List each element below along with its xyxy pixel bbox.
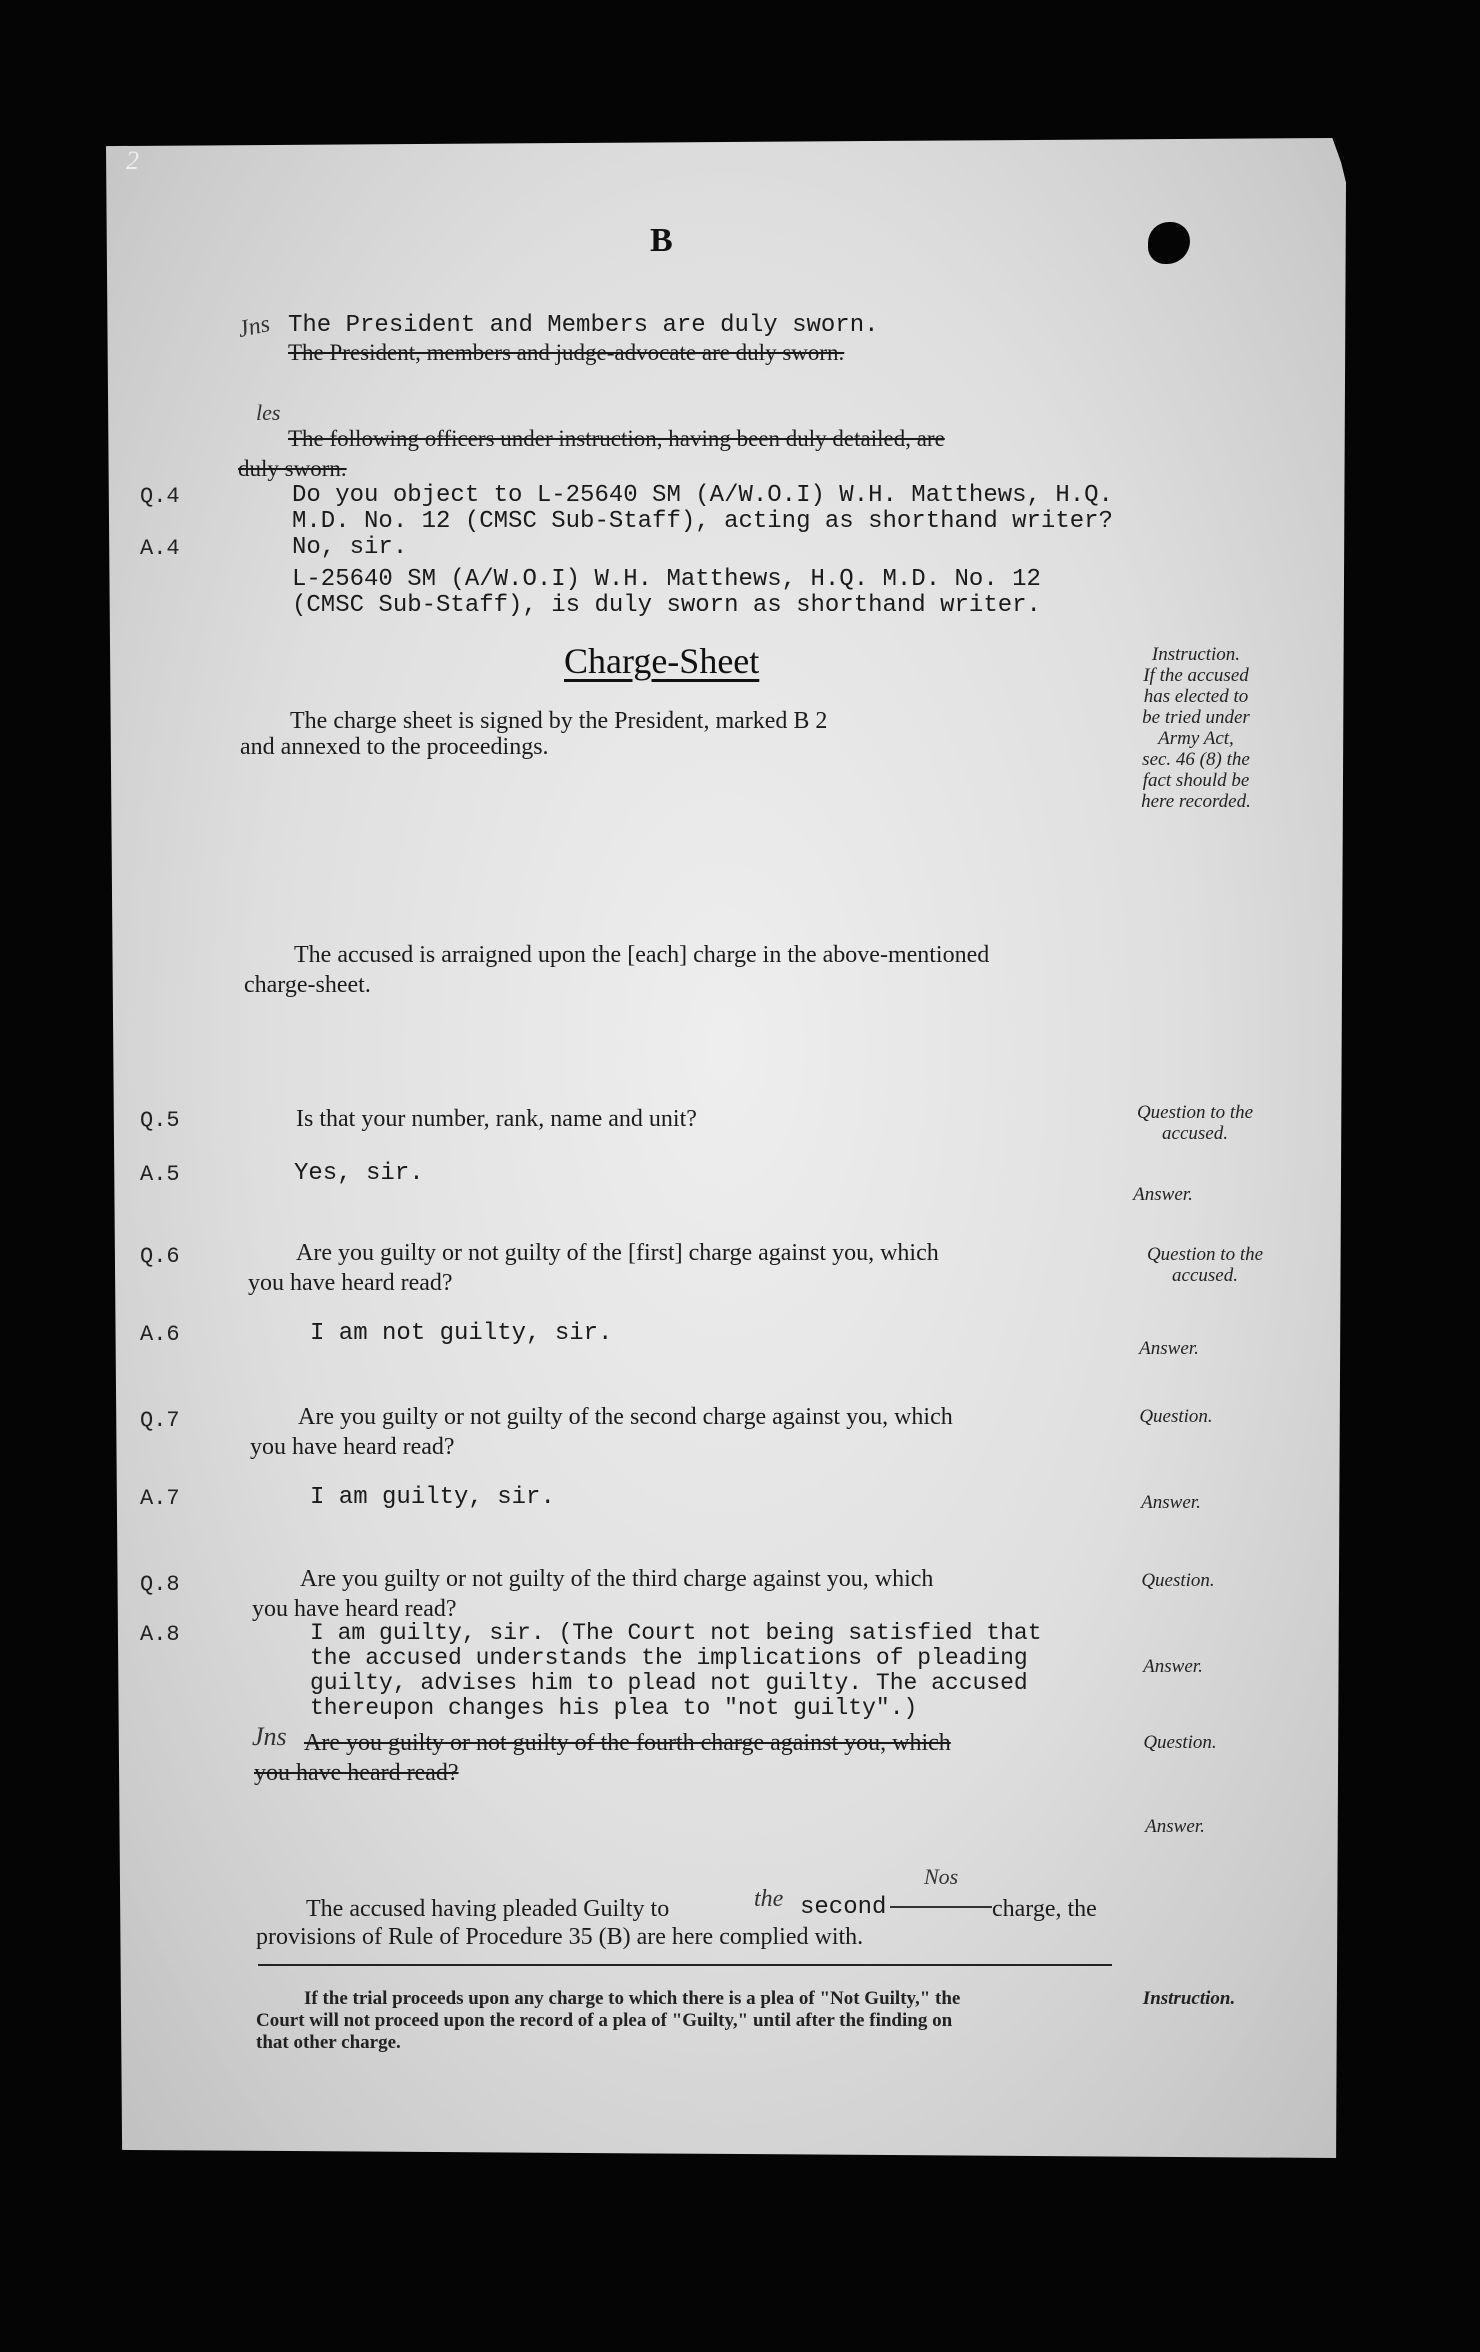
charge-sheet-text-1: The charge sheet is signed by the President, marked B 2 — [290, 708, 828, 734]
qa-label-q8: Q.8 — [140, 1572, 180, 1597]
president-members-line: The President and Members are duly sworn. — [288, 312, 879, 339]
q7-side: Question. — [1139, 1406, 1213, 1427]
qa-label-q4: Q.4 — [140, 484, 180, 509]
fourth-charge-side-question: Question. — [1143, 1732, 1217, 1753]
a5-side: Answer. — [1133, 1184, 1193, 1205]
struck-fourth-charge-line-2: you have heard read? — [254, 1760, 459, 1786]
struck-officers-line-2: duly sworn. — [238, 456, 347, 481]
a8-line-2: the accused understands the implications of pleading — [310, 1645, 1028, 1671]
q5-text: Is that your number, rank, name and unit? — [296, 1106, 697, 1132]
blank-line — [890, 1906, 992, 1908]
footnote-line-1: If the trial proceeds upon any charge to which there is a plea of "Not Guilty," the — [304, 1988, 961, 2009]
a4-line-1: No, sir. — [292, 534, 408, 561]
arraignment-line-2: charge-sheet. — [244, 972, 371, 998]
a4-line-3: (CMSC Sub-Staff), is duly sworn as shorthand writer. — [292, 592, 1041, 619]
q6-line-1: Are you guilty or not guilty of the [first] charge against you, which — [296, 1240, 939, 1266]
struck-judge-advocate-line: The President, members and judge-advocate are duly sworn. — [288, 340, 845, 365]
a8-line-1: I am guilty, sir. (The Court not being satisfied that — [310, 1620, 1042, 1646]
a5-text: Yes, sir. — [294, 1160, 424, 1187]
q7-line-1: Are you guilty or not guilty of the second charge against you, which — [298, 1404, 953, 1430]
charge-sheet-instruction: Instruction. If the accused has elected to be tried under Army Act, sec. 46 (8) the fact should be here recorded. — [1141, 644, 1251, 812]
charge-sheet-title: Charge-Sheet — [564, 641, 760, 681]
qa-label-a5: A.5 — [140, 1162, 180, 1187]
a6-side: Answer. — [1139, 1338, 1199, 1359]
qa-label-q7: Q.7 — [140, 1408, 180, 1433]
a8-side: Answer. — [1143, 1656, 1203, 1677]
q4-line-2: M.D. No. 12 (CMSC Sub-Staff), acting as shorthand writer? — [292, 508, 1113, 535]
margin-initials-1: Jns — [235, 310, 273, 344]
q6-line-2: you have heard read? — [248, 1270, 453, 1296]
pleaded-line-1a: The accused having pleaded Guilty to — [306, 1896, 670, 1922]
qa-label-a4: A.4 — [140, 536, 180, 561]
q8-line-1: Are you guilty or not guilty of the third charge against you, which — [300, 1566, 934, 1592]
margin-initials-3: Jns — [252, 1722, 287, 1751]
typed-second: second — [800, 1894, 887, 1921]
a8-line-4: thereupon changes his plea to "not guilty".) — [310, 1695, 918, 1721]
hand-the: the — [754, 1886, 784, 1912]
footnote-divider — [258, 1964, 1112, 1966]
qa-label-q5: Q.5 — [140, 1108, 180, 1133]
footnote-side: Instruction. — [1142, 1988, 1236, 2009]
pleaded-line-2: provisions of Rule of Procedure 35 (B) are here complied with. — [256, 1924, 864, 1950]
q7-line-2: you have heard read? — [250, 1434, 455, 1460]
a7-text: I am guilty, sir. — [310, 1484, 555, 1511]
fourth-charge-side-answer: Answer. — [1145, 1816, 1205, 1837]
a6-text: I am not guilty, sir. — [310, 1320, 613, 1347]
qa-label-q6: Q.6 — [140, 1244, 180, 1269]
charge-sheet-text-2: and annexed to the proceedings. — [240, 734, 549, 760]
struck-fourth-charge-line-1: Are you guilty or not guilty of the fourth charge against you, which — [304, 1730, 951, 1756]
pleaded-line-1b: charge, the — [992, 1896, 1097, 1922]
a8-line-3: guilty, advises him to plead not guilty. The accused — [310, 1670, 1028, 1696]
struck-officers-line-1: The following officers under instruction, having been duly detailed, are — [288, 426, 945, 451]
corner-mark: 2 — [126, 146, 139, 175]
q5-side: Question to the accused. — [1136, 1102, 1254, 1144]
qa-label-a8: A.8 — [140, 1622, 180, 1647]
arraignment-line-1: The accused is arraigned upon the [each] charge in the above-mentioned — [294, 942, 990, 968]
hand-above: Nos — [924, 1864, 959, 1889]
q8-side: Question. — [1141, 1570, 1215, 1591]
footnote-line-2: Court will not proceed upon the record of a plea of "Guilty," until after the finding on — [256, 2010, 953, 2031]
a7-side: Answer. — [1141, 1492, 1201, 1513]
qa-label-a7: A.7 — [140, 1486, 180, 1511]
qa-label-a6: A.6 — [140, 1322, 180, 1347]
margin-initials-2: les — [256, 400, 281, 425]
a4-line-2: L-25640 SM (A/W.O.I) W.H. Matthews, H.Q. M.D. No. 12 — [292, 566, 1041, 593]
q8-line-2: you have heard read? — [252, 1596, 457, 1622]
page-heading: B — [650, 222, 673, 259]
q4-line-1: Do you object to L-25640 SM (A/W.O.I) W.H. Matthews, H.Q. — [292, 482, 1113, 509]
footnote-line-3: that other charge. — [256, 2032, 401, 2053]
q6-side: Question to the accused. — [1146, 1244, 1264, 1286]
